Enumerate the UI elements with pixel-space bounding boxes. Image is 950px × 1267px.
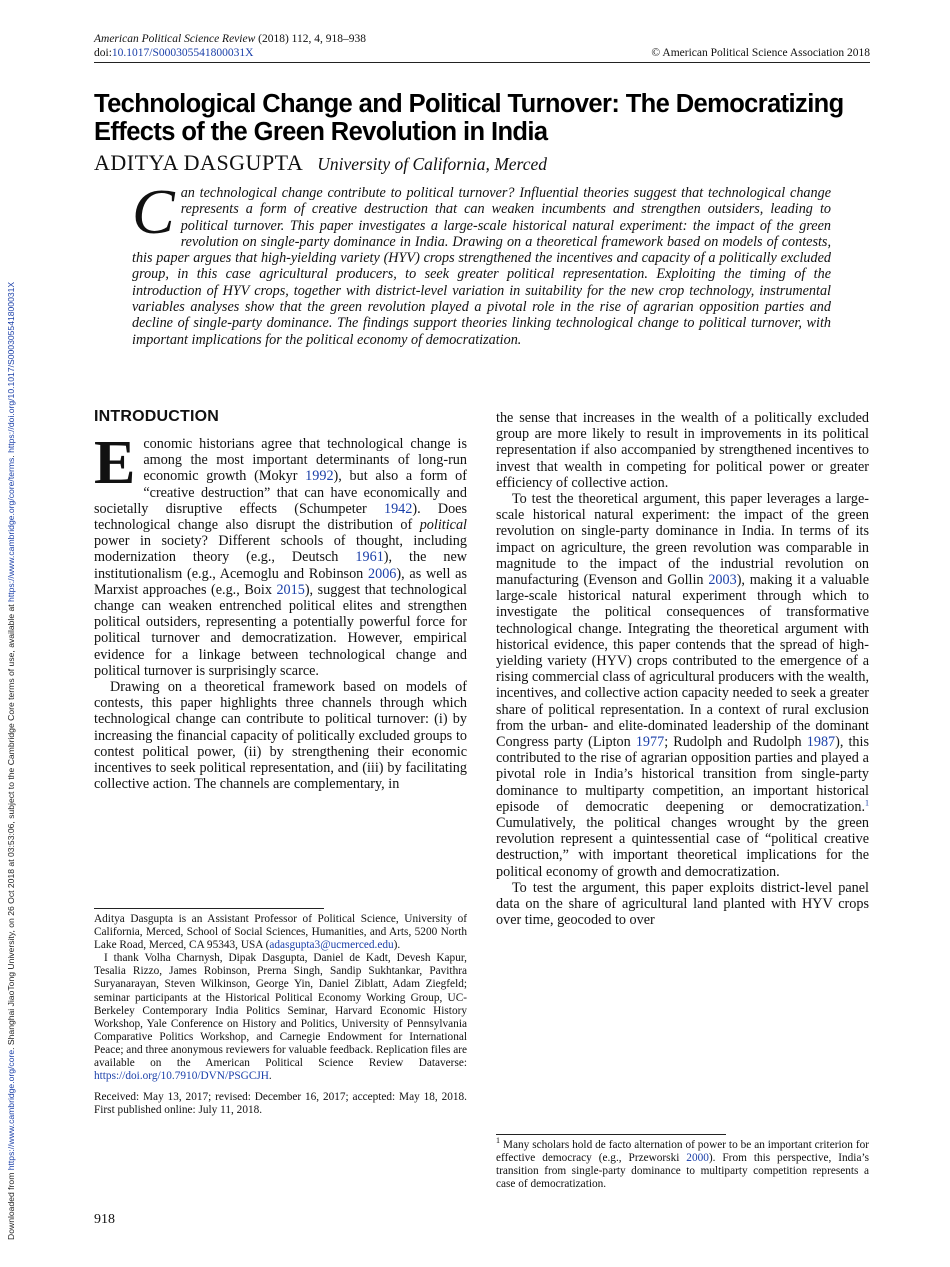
article-title: Technological Change and Political Turnover: The Democratizing Effects of the Green Revolution in India [94,90,844,146]
citation-link[interactable]: 1987 [806,734,836,751]
author-bio: Aditya Dasgupta is an Assistant Professor of Political Science, University of California, Merced, School of Social Sciences, Humanities, and Arts, 5200 North Lake Road, Merced, CA 95343, USA (adasgupta3@ucmerced.edu). [94,913,467,952]
journal-citation: American Political Science Review (2018) 112, 4, 918–938 [94,33,366,45]
abstract-drop-cap: C [132,176,175,247]
email-link[interactable]: adasgupta3@ucmerced.edu [269,939,394,952]
citation-link[interactable]: 1942 [383,500,413,517]
footnote-1: $^1$ Many scholars hold de facto alternation of power to be an important criterion for effective democracy (e.g., Przeworski 2000). From this perspective, India’s transition from single-party dominance to multiparty competition represents a case of democratization. [496,1134,869,1191]
intro-drop-cap: E [94,429,136,497]
left-column [94,408,467,792]
abstract [132,176,831,348]
right-column [496,410,869,929]
intro-paragraph-5: To test the argument, this paper exploits district-level panel data on the share of agricultural land planted with HYV crops over time, geocoded to over [496,879,869,929]
doi-link[interactable]: 10.1017/S000305541800031X [111,47,254,59]
doi: doi:10.1017/S000305541800031X [94,47,254,59]
intro-paragraph-1: Economic historians agree that technological change is among the most important determinants of long-run economic growth (Mokyr 1992), but also a form of “creative destruction” that can have economically and societally disruptive effects (Schumpeter 1942). Does technological change also disrupt the distribution of political power in society? Different schools of thought, including modernization theory (e.g., Deutsch 1961), the new institutionalism (e.g., Acemoglu and Robinson 2006), as well as Marxist approaches (e.g., Boix 2015), suggest that technological change can weaken entrenched political elites and strengthen political outsiders, representing a potentially powerful force for political turnover and democratization. However, empirical evidence for a linkage between technological change and political turnover is surprisingly scarce. [94,429,468,679]
running-header [94,33,870,63]
byline [94,150,874,177]
journal-name: American Political Science Review [94,33,256,45]
author-footnote [94,908,467,1117]
cambridge-core-link[interactable]: https://www.cambridge.org/core [6,1049,16,1171]
received-dates: Received: May 13, 2017; revised: December 16, 2017; accepted: May 18, 2018. First published online: July 11, 2018. [94,1091,467,1117]
copyright: © American Political Science Association 2018 [651,47,870,59]
citation-link[interactable]: 1961 [355,549,384,566]
intro-paragraph-3: the sense that increases in the wealth of a politically excluded group are more likely to result in improvements in its political representation if also accompanied by strengthened incentives to invest that wealth in competing for political power or greater efficiency of collective action. [496,410,869,491]
acknowledgments: I thank Volha Charnysh, Dipak Dasgupta, Daniel de Kadt, Devesh Kapur, Tesalia Rizzo, James Robinson, Prerna Singh, Sandip Sukhtankar, Pavithra Suryanarayan, Steven Wilkinson, George Yin, Daniel Ziblatt, Adam Ziegfeld; seminar participants at the Historical Political Economy Working Group, UC-Berkeley Contemporary India Politics Seminar, Harvard Economic History Workshop, Yale Conference on History and Politics, University of Pennsylvania Comparative Politics Workshop, and Carnegie Endowment for International Peace; and three anonymous reviewers for valuable feedback. Replication files are available on the American Political Science Review Dataverse: https://doi.org/10.7910/DVN/PSGCJH. [94,952,467,1083]
citation-link[interactable]: 1977 [635,734,665,751]
header-rule [94,62,870,63]
citation-link[interactable]: 2003 [708,572,737,589]
footnote-marker[interactable]: 1 [865,798,869,808]
author-affiliation: University of California, Merced [317,154,547,174]
author-name: ADITYA DASGUPTA [94,150,304,175]
footnote-number: 1 [496,1136,500,1146]
download-notice: Downloaded from https://www.cambridge.org/core. Shanghai JiaoTong University, on 26 Oct 2018 at 03:53:06, subject to the Cambridge Core terms of use, available at https://www.cambridge.org/core/terms. https://doi.org/10.1017/S000305541800031X [6,281,16,1240]
citation-link[interactable]: 2000 [686,1152,709,1165]
terms-link[interactable]: https://www.cambridge.org/core/terms [6,457,16,602]
dataverse-link[interactable]: https://doi.org/10.7910/DVN/PSGCJH [94,1070,269,1083]
citation-link[interactable]: 1992 [305,468,334,485]
footnote-rule [496,1134,726,1135]
citation-link[interactable]: 2015 [276,581,305,598]
intro-paragraph-4: To test the theoretical argument, this paper leverages a large-scale historical natural experiment: the impact of the green revolution on single-party dominance in India. In terms of its impact on agriculture, the green revolution was comparable in magnitude to the impact of the industrial revolution on manufacturing (Evenson and Gollin 2003), making it a valuable large-scale historical natural experiment through which to investigate the political consequences of transformative technological change. Integrating the theoretical argument with historical evidence, this paper contends that the spread of high-yielding variety (HYV) crops contributed to the emergence of a rising commercial class of agricultural producers with the wealth, incentives, and collective action capacity needed to seek a greater share of political representation. In a context of rural exclusion from the urban- and elite-dominated leadership of the dominant Congress party (Lipton 1977; Rudolph and Rudolph 1987), this contributed to the rise of agrarian opposition parties and played a pivotal role in India’s historical transition from single-party dominance to multiparty competition, an important historical episode of democratic deepening or democratization.$^1$ Cumulatively, the political changes wrought by the green revolution represent a quintessential case of “political creative destruction,” with important theoretical implications for the political economy of growth and democratization. [496,491,869,880]
page-number: 918 [94,1212,115,1227]
abstract-text: an technological change contribute to political turnover? Influential theories suggest that technological change represents a form of creative destruction that can weaken incumbents and strengthen outsiders, leading to political turnover. This paper investigates a large-scale historical natural experiment: the impact of the green revolution on single-party dominance in India. Drawing on a theoretical framework based on models of contests, this paper argues that high-yielding variety (HYV) crops strengthened the incentives and capacity of a politically excluded group, in this case agricultural producers, to seek greater political representation. Exploiting the timing of the introduction of HYV crops, together with district-level variation in suitability for the new crop technology, instrumental variables analyses show that the green revolution played a pivotal role in the rise of agrarian opposition parties and decline of single-party dominance. The findings support theories linking technological change to political turnover, with important implications for the political economy of democratization. [132,185,831,348]
intro-paragraph-2: Drawing on a theoretical framework based on models of contests, this paper highlights three channels through which technological change can contribute to political turnover: (i) by increasing the financial capacity of politically excluded groups to contest political power, (ii) by strengthening their economic incentives to seek political representation, and (iii) by facilitating collective action. The channels are complementary, in [94,679,467,793]
footnote-rule [94,908,324,909]
side-doi-link[interactable]: https://doi.org/10.1017/S000305541800031X [6,281,16,453]
citation-link[interactable]: 2006 [368,565,397,582]
section-heading-introduction: INTRODUCTION [94,408,220,425]
